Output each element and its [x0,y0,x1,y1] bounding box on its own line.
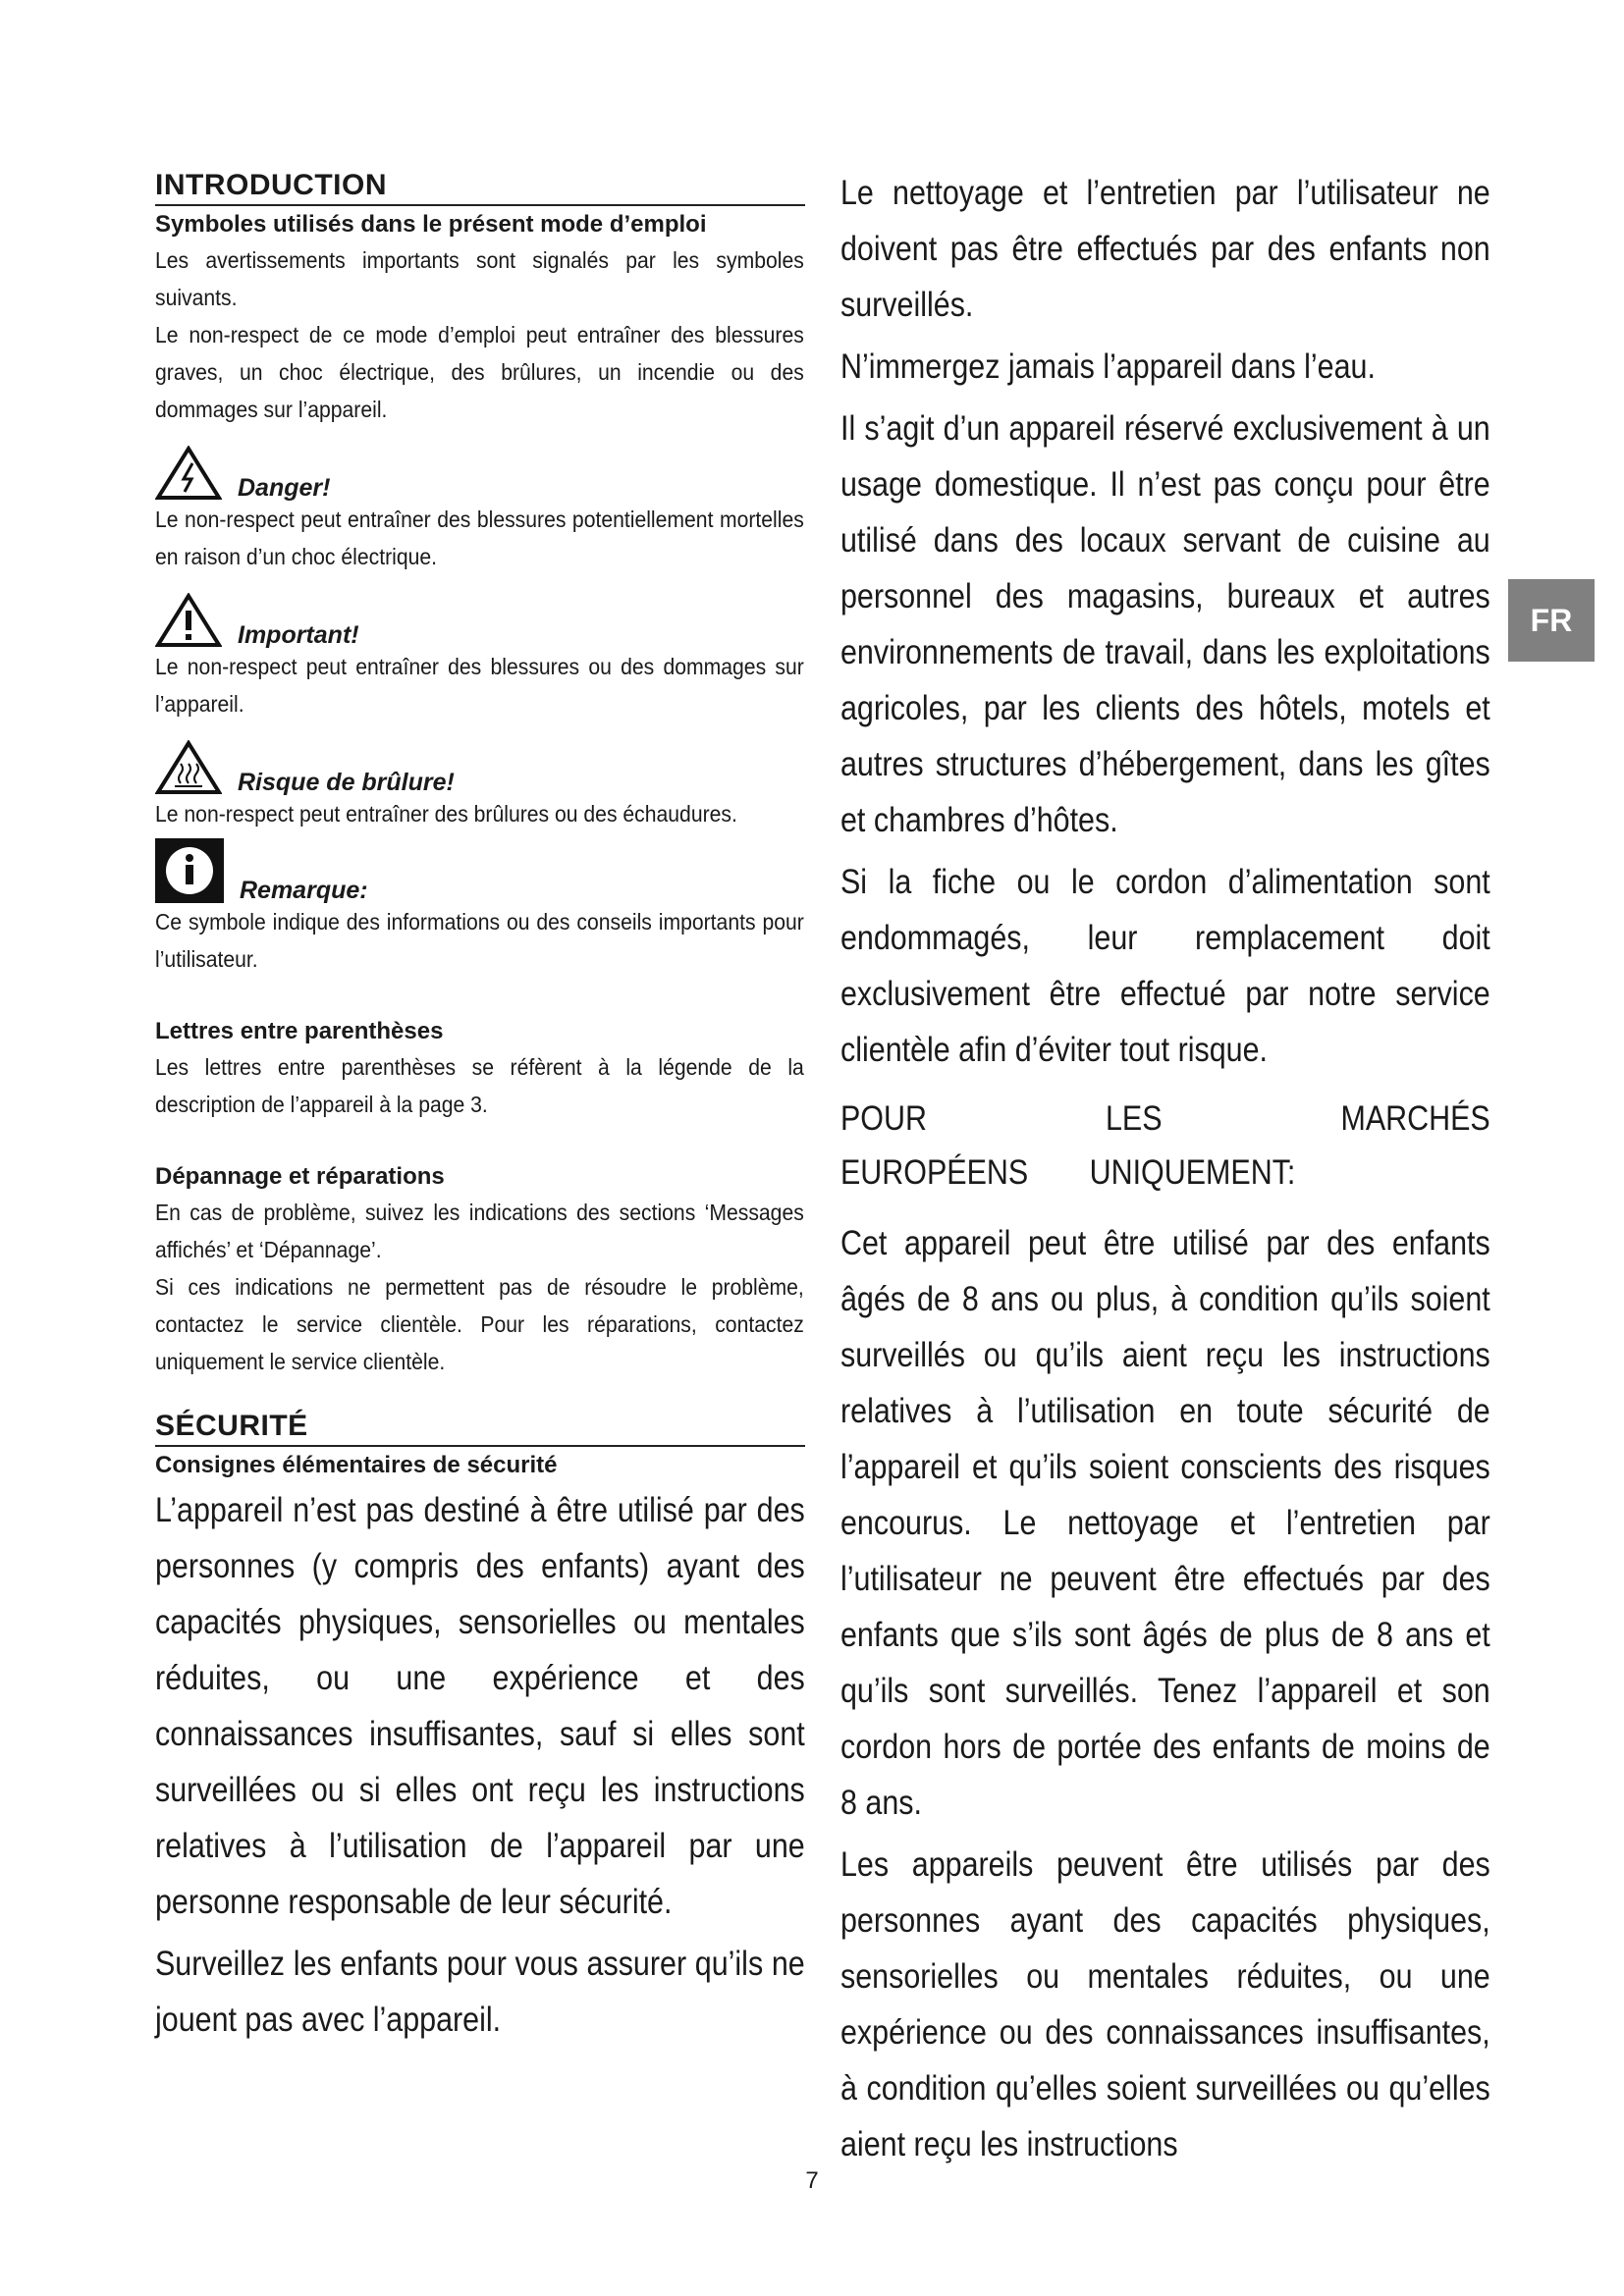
note-text: Ce symbole indique des informations ou des conseils importants pour l’utilisateur. [155,909,804,972]
note-label: Remarque: [240,877,368,904]
danger-row [155,446,805,501]
right-paragraph-2: N’immergez jamais l’appareil dans l’eau. [840,347,1376,386]
safety-paragraph-1: L’appareil n’est pas destiné à être utilisé par des personnes (y compris des enfants) ayant des capacités physiques, sensorielles ou mentales réduites, ou une expérience et des connaissances insuffisantes, sauf si elles sont surveillées ou si elles ont reçu les instructions relatives à l’utilisation de l’appareil par une personne responsable de leur sécurité. [155,1491,805,1921]
safety-paragraph-2: Surveillez les enfants pour vous assurer qu’ils ne jouent pas avec l’appareil. [155,1945,805,2039]
important-row [155,593,805,648]
danger-text: Le non-respect peut entraîner des blessures potentiellement mortelles en raison d’un choc électrique. [155,507,804,569]
letters-text: Les lettres entre parenthèses se réfèrent à la légende de la description de l’appareil à la page 3. [155,1054,804,1117]
important-text: Le non-respect peut entraîner des blessures ou des dommages sur l’appareil. [155,654,804,717]
burn-label: Risque de brûlure! [238,769,455,796]
left-column [155,169,805,2048]
burn-text: Le non-respect peut entraîner des brûlures ou des échaudures. [155,801,737,827]
repair-paragraph-1: En cas de problème, suivez les indications des sections ‘Messages affichés’ et ‘Dépannage’. [155,1200,804,1262]
safety-subtitle: Consignes élémentaires de sécurité [155,1452,558,1478]
right-paragraph-6: Les appareils peuvent être utilisés par des personnes ayant des capacités physiques, sensorielles ou mentales réduites, ou une expérience ou des connaissances insuffisantes, à condition qu’elles soient surveillées ou qu’elles aient reçu les instructions [840,1845,1490,2163]
note-row [155,838,805,903]
safety-title: SÉCURITÉ [155,1410,805,1447]
electric-warning-icon [155,446,222,501]
right-paragraph-3: Il s’agit d’un appareil réservé exclusivement à un usage domestique. Il n’est pas conçu pour être utilisé dans des locaux servant de cuisine au personnel des magasins, bureaux et autres environnements de travail, dans les exploitations agricoles, par les clients des hôtels, motels et autres structures d’hébergement, dans les gîtes et chambres d’hôtes. [840,409,1490,839]
eu-markets-heading: POUR LES MARCHÉS EUROPÉENS UNIQUEMENT: [840,1099,1490,1192]
right-paragraph-5: Cet appareil peut être utilisé par des enfants âgés de 8 ans ou plus, à condition qu’ils soient surveillés ou qu’ils aient reçu les instructions relatives à l’utilisation en toute sécurité de l’appareil et qu’ils soient conscients des risques encourus. Le nettoyage et l’entretien par l’utilisateur ne peuvent être effectués par des enfants que s’ils sont âgés de plus de 8 ans et qu’ils sont surveillés. Tenez l’appareil et son cordon hors de portée des enfants de moins de 8 ans. [840,1224,1490,1822]
repair-paragraph-2: Si ces indications ne permettent pas de résoudre le problème, contactez le service clientèle. Pour les réparations, contactez uniquement le service clientèle. [155,1274,804,1374]
page-number: 7 [805,2167,819,2194]
important-label: Important! [238,621,359,649]
right-paragraph-1: Le nettoyage et l’entretien par l’utilisateur ne doivent pas être effectués par des enfants non surveillés. [840,174,1490,324]
info-icon [155,838,224,903]
danger-label: Danger! [238,474,331,502]
symbols-paragraph-2: Le non-respect de ce mode d’emploi peut entraîner des blessures graves, un choc électrique, des brûlures, un incendie ou des dommages sur l’appareil. [155,322,804,422]
right-paragraph-4: Si la fiche ou le cordon d’alimentation sont endommagés, leur remplacement doit exclusivement être effectué par notre service clientèle afin d’éviter tout risque. [840,863,1490,1069]
exclamation-warning-icon [155,593,222,648]
right-column [840,165,1490,2172]
symbols-paragraph-1: Les avertissements importants sont signalés par les symboles suivants. [155,247,804,310]
introduction-title: INTRODUCTION [155,169,805,206]
language-tab: FR [1508,579,1595,662]
repair-subtitle: Dépannage et réparations [155,1163,445,1190]
burn-row [155,740,805,795]
letters-subtitle: Lettres entre parenthèses [155,1018,444,1044]
symbols-subtitle: Symboles utilisés dans le présent mode d’emploi [155,211,707,238]
hot-surface-icon [155,740,222,795]
